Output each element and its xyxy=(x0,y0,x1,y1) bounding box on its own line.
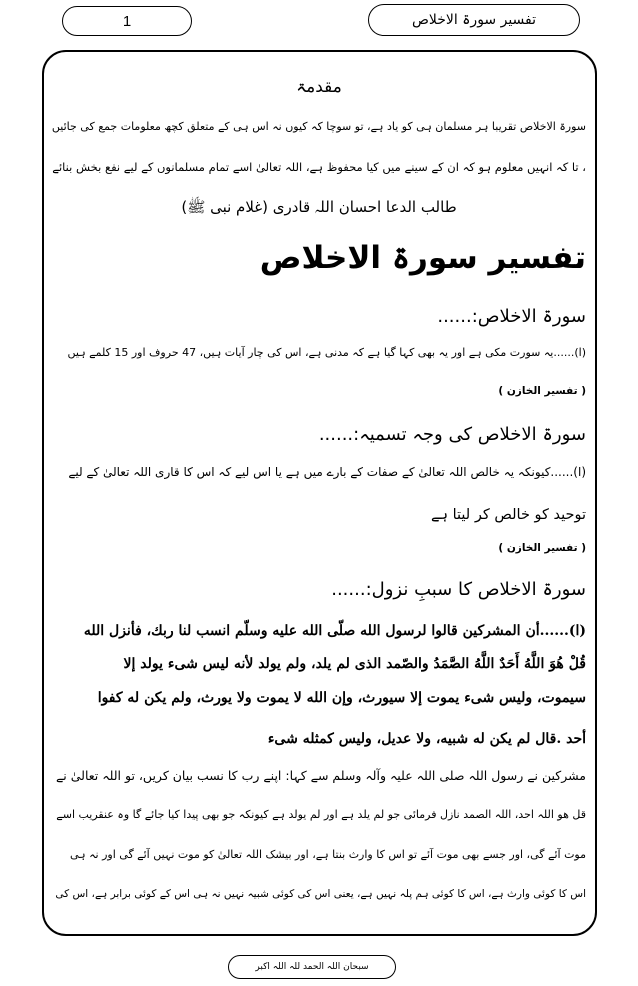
arabic-line-4: أحد .قال لم يكن له شبيه، ولا عديل، وليس كمثله شىء xyxy=(267,731,586,747)
main-title: تفسیر سورۃ الاخلاص xyxy=(259,240,586,276)
section-3-title: سورۃ الاخلاص کا سببِ نزول:...... xyxy=(331,579,586,600)
section-1-line: (ا)......یہ سورت مکی ہے اور یہ بھی کہا گیا ہے کہ مدنی ہے، اس کی چار آیات ہیں، 47 حروف اور 15 کلمے ہیں xyxy=(67,346,586,359)
section-2-line-1: (ا)......کیونکہ یہ خالص اللہ تعالیٰ کے صفات کے بارے میں ہے یا اس لیے کہ اس کا قاری اللہ تعالیٰ کے لیے xyxy=(68,465,586,479)
arabic-line-2: قُلْ هُوَ اللَّهُ أَحَدٌ اللَّهُ الصَّمَدُ والصّمد الذى لم يلد، ولم يولد لأنه ليس شىء يولد إلا xyxy=(123,656,586,672)
intro-line-1: سورۃ الاخلاص تقریبا ہر مسلمان ہی کو یاد ہے، تو سوچا کہ کیوں نہ اس ہی کے متعلق کچھ معلومات جمع کی جائیں xyxy=(51,120,586,133)
section-1-reference: ( تفسیر الخازن ) xyxy=(498,385,586,397)
header-title-badge: تفسیر سورۃ الاخلاص xyxy=(368,4,580,36)
intro-line-2: ، تا کہ انہیں معلوم ہو کہ ان کے سینے میں کیا محفوظ ہے، اللہ تعالیٰ اسے تمام مسلمانوں کے لیے نفع بخش بنائے xyxy=(52,160,586,174)
translation-line-2: قل ھو اللہ احد، اللہ الصمد نازل فرمائی جو لم یلد ہے اور لم یولد ہے کیونکہ جو بھی پیدا کیا جائے گا وہ عنقریب اسے xyxy=(56,808,586,821)
arabic-line-1: (ا)......أن المشركين قالوا لرسول الله صلّى الله عليه وسلّم انسب لنا ربك، فأنزل الله xyxy=(83,623,586,639)
arabic-line-3: سيموت، وليس شىء يموت إلا سيورث، وإن الله لا يموت ولا يورث، ولم يكن له كفوا xyxy=(97,690,586,706)
footer-badge: سبحان اللہ الحمد للہ اللہ اکبر xyxy=(228,955,396,979)
section-2-reference: ( تفسیر الخازن ) xyxy=(498,542,586,554)
intro-signature: طالب الدعا احسان اللہ قادری (غلام نبی ﷺ) xyxy=(181,198,457,216)
section-2-line-2: توحید کو خالص کر لیتا ہے xyxy=(431,507,586,523)
page-frame xyxy=(42,50,597,936)
page-number-badge: 1 xyxy=(62,6,192,36)
translation-line-4: اس کا کوئی وارث ہے، اس کا کوئی ہم پلہ نہیں ہے، یعنی اس کی کوئی شبیہ نہیں نہ ہی اس کے کوئی برابر ہے، اس کی xyxy=(55,888,586,900)
translation-line-3: موت آئے گی، اور جسے بھی موت آئے تو اس کا وارث بنتا ہے، اور بیشک اللہ تعالیٰ کو موت نہیں آئے گی اور نہ ہی xyxy=(69,848,586,861)
translation-line-1: مشرکین نے رسول اللہ صلی اللہ علیہ وآلہ وسلم سے کہا: اپنے رب کا نسب بیان کریں، تو اللہ تعالیٰ نے xyxy=(55,768,586,783)
section-1-title: سورۃ الاخلاص:...... xyxy=(437,306,586,327)
intro-heading: مقدمۃ xyxy=(296,77,342,97)
section-2-title: سورۃ الاخلاص کی وجہ تسمیہ:...... xyxy=(318,424,586,445)
